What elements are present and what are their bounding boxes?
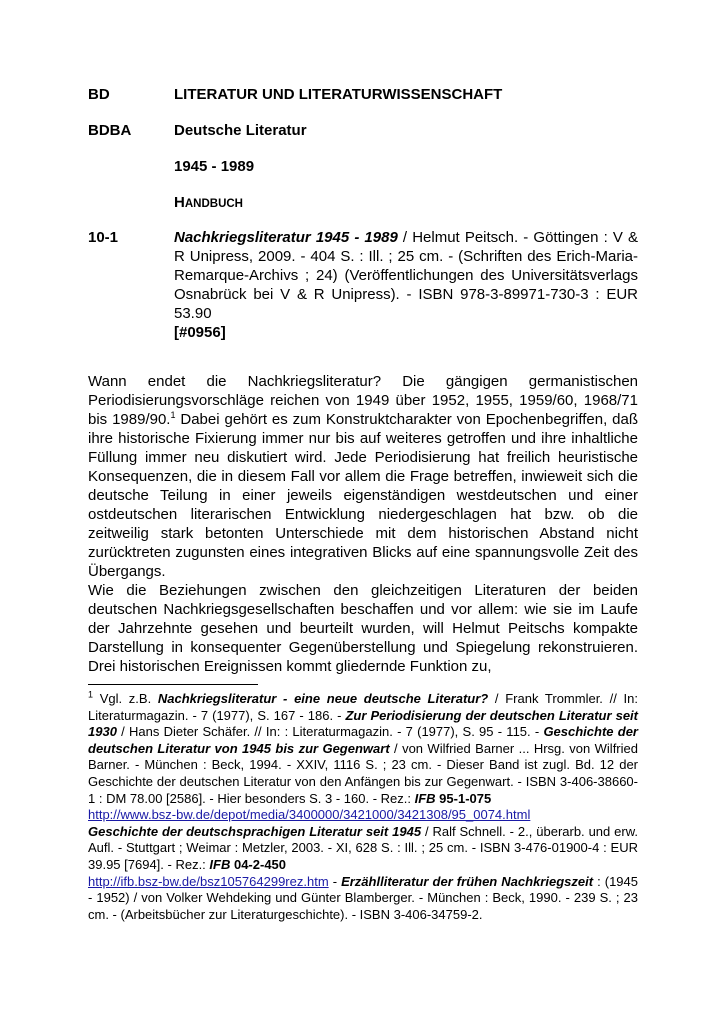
document-page (88, 84, 638, 923)
footnote-ref[interactable]: 1 (170, 410, 176, 420)
footnote-title-1: Nachkriegsliteratur - eine neue deutsche Literatur? (157, 691, 489, 706)
review-link-1[interactable]: http://www.bsz-bw.de/depot/media/3400000/3421000/3421308/95_0074.html (88, 807, 531, 823)
footnote-title-2: Zur Periodisierung der deutschen Literatur seit 1930 (88, 707, 638, 740)
footnote-title-4: Geschichte der deutschsprachigen Literatur seit 1945 (88, 823, 422, 839)
section-title: LITERATUR UND LITERATURWISSENSCHAFT (174, 86, 503, 103)
type-heading: HANDBUCH (174, 194, 243, 211)
heading-row-bdba (88, 120, 638, 142)
bibliographic-entry (88, 228, 638, 342)
heading-row-type (88, 192, 638, 214)
subsection-title: Deutsche Literatur (174, 122, 307, 139)
entry-citation (174, 228, 638, 342)
footnote-separator (88, 684, 258, 685)
footnote-1: $^1$ Vgl. z.B. Nachkriegsliteratur - eine neue deutsche Literatur? / Frank Trommler. // In: Literaturmagazin. - 7 (1977), S. 167 - 186. - Zur Periodisierung der deutschen Literatur seit 1930 / Hans Dieter Schäfer. // In: : Literaturmagazin. - 7 (1977), S. 95 - 115. - Geschichte der deutschen Literatur von 1945 bis zur Gegenwart / von Wilfried Barner ... Hrsg. von Wilfried Barner. - München : Beck, 1994. - XXIV, 1116 S. ; 23 cm. - Dieser Band ist zugl. Bd. 12 der Geschichte der deutschen Literatur von den Anfängen bis zur Gegenwart. - ISBN 3-406-38660-1 : DM 78.00 [2586]. - Hier besonders S. 3 - 160. - Rez.: IFB 95-1-075 http://www.bsz-bw.de/depot/media/3400000/3421000/3421308/95_0074.html Geschichte der deutschsprachigen Literatur seit 1945 / Ralf Schnell. - 2., überarb. und erw. Aufl. - Stuttgart ; Weimar : Metzler, 2003. - XI, 628 S. : Ill. ; 25 cm. - ISBN 3-476-01900-4 : EUR 39.95 [7694]. - Rez.: IFB 04-2-450 http://ifb.bsz-bw.de/bsz105764299rez.htm - Erzählliteratur der frühen Nachkriegszeit : (1945 - 1952) / von Volker Wehdeking und Günter Blamberger. - München : Beck, 1990. - 239 S. ; 23 cm. - (Arbeitsbücher zur Literaturgeschichte). - ISBN 3-406-34759-2. (88, 689, 639, 922)
footnote-title-5: Erzählliteratur der frühen Nachkriegszeit (341, 873, 594, 889)
paragraph-1: Wann endet die Nachkriegsliteratur? Die gängigen germanistischen Periodisierungsvorschläge reichen von 1949 über 1952, 1955, 1959/60, 1968/71 bis 1989/90.$^1$ Dabei gehört es zum Konstruktcharakter von Epochenbegriffen, daß ihre historische Fixierung immer nur bis auf weiteres getroffen und ihre inhaltliche Füllung immer neu diskutiert wird. Jede Periodisierung hat freilich heuristische Konsequenzen, die in diesem Fall vor allem die Frage betreffen, inwieweit sich die deutsche Teilung in einer jeweils eigenständigen westdeutschen und einer ostdeutschen literarischen Entwicklung niedergeschlagen hat bzw. ob die zeitweilig stark betonten Unterschiede mit dem historischen Abstand nicht zurücktreten zugunsten eines integrativen Blicks auf eine spannungsvolle Zeit des Übergangs. (88, 373, 638, 580)
review-text (88, 372, 638, 676)
entry-title: Nachkriegsliteratur 1945 - 1989 (174, 229, 398, 246)
period-heading: 1945 - 1989 (174, 158, 255, 175)
paragraph-2: Wie die Beziehungen zwischen den gleichzeitigen Literaturen der beiden deutschen Nachkriegsgesellschaften beschaffen und vor allem: wie sie im Laufe der Jahrzehnte gesehen und beurteilt wurden, will Helmut Peitschs kompakte Darstellung in konsequenter Gegenüberstellung und Spiegelung rekonstruieren. Drei historischen Ereignissen kommt gliedernde Funktion zu, (88, 582, 638, 675)
section-code: BD (88, 86, 110, 103)
subsection-code: BDBA (88, 122, 132, 139)
review-link-2[interactable]: http://ifb.bsz-bw.de/bsz105764299rez.htm (88, 873, 329, 889)
heading-row-bd (88, 84, 638, 106)
entry-details: / Helmut Peitsch. - Göttingen : V & R Unipress, 2009. - 404 S. : Ill. ; 25 cm. - (Schriften des Erich-Maria-Remarque-Archivs ; 24) (Veröffentlichungen des Universitätsverlags Osnabrück bei V & R Unipress). - ISBN 978-3-89971-730-3 : EUR 53.90 (174, 229, 638, 322)
entry-id: [#0956] (174, 324, 226, 341)
heading-row-period (88, 156, 638, 178)
footnote-number: 1 (88, 689, 94, 700)
entry-code: 10-1 (88, 229, 119, 246)
footnote-title-3: Geschichte der deutschen Literatur von 1945 bis zur Gegenwart (88, 724, 638, 756)
